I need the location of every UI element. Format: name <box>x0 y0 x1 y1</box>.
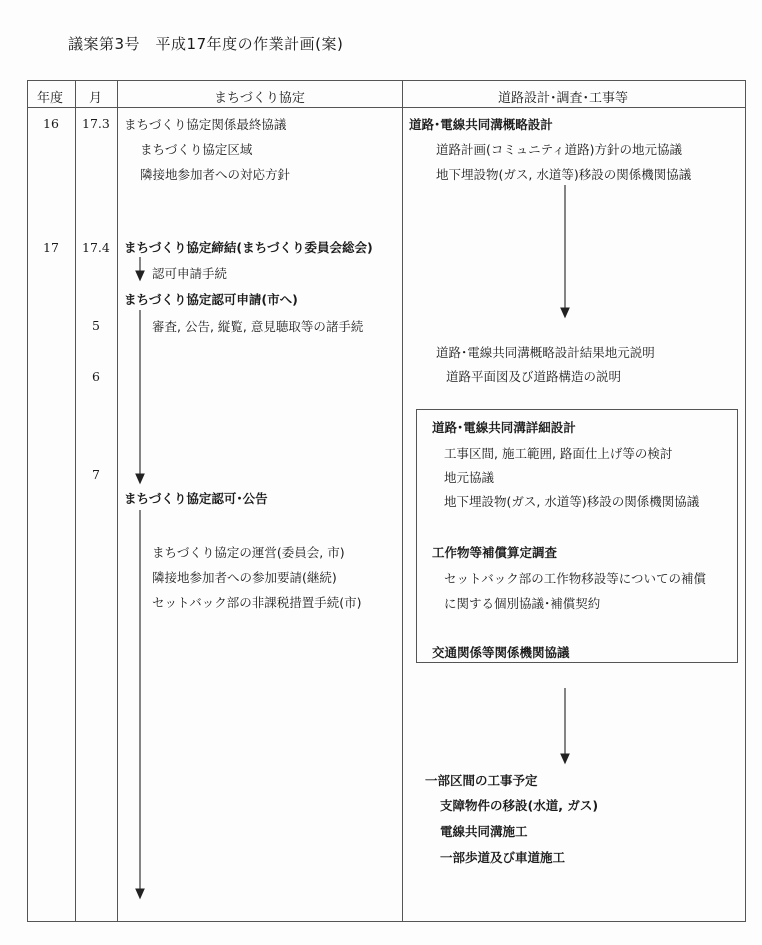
road-compensation-line2: に関する個別協議･補償契約 <box>444 596 601 611</box>
column-divider <box>117 80 118 922</box>
agreement-approval-application: まちづくり協定認可申請(市へ) <box>124 292 298 307</box>
road-compensation-survey: 工作物等補償算定調査 <box>432 545 558 560</box>
header-divider <box>27 107 746 108</box>
road-outline-design: 道路･電線共同溝概略設計 <box>409 117 553 132</box>
column-divider <box>402 80 403 922</box>
road-outline-explanation: 道路･電線共同溝概略設計結果地元説明 <box>436 345 655 360</box>
road-underground-consultation: 地下埋設物(ガス, 水道等)移設の関係機関協議 <box>436 167 692 182</box>
road-traffic-consultation: 交通関係等関係機関協議 <box>432 645 570 660</box>
agreement-setback-tax: セットバック部の非課税措置手続(市) <box>152 595 362 610</box>
month-17-4: 17.4 <box>82 240 110 255</box>
header-road: 道路設計･調査･工事等 <box>498 91 629 106</box>
road-local-consult-2: 地元協議 <box>444 470 495 485</box>
fiscal-year-17: 17 <box>43 240 59 255</box>
agreement-review-procedures: 審査, 公告, 縦覧, 意見聴取等の諸手続 <box>152 319 364 334</box>
agreement-operation: まちづくり協定の運営(委員会, 市) <box>152 545 345 560</box>
header-month: 月 <box>89 91 103 106</box>
agreement-approval-procedure: 認可申請手続 <box>152 266 228 281</box>
road-relocation: 支障物件の移設(水道, ガス) <box>440 798 599 813</box>
month-17-3: 17.3 <box>82 116 110 131</box>
agreement-neighbor-request: 隣接地参加者への参加要請(継続) <box>152 570 337 585</box>
agreement-approval-notice: まちづくり協定認可･公告 <box>124 491 268 506</box>
road-construction-study: 工事区間, 施工範囲, 路面仕上げ等の検討 <box>444 446 673 461</box>
fiscal-year-16: 16 <box>43 116 59 131</box>
month-6: 6 <box>92 369 100 384</box>
column-divider <box>75 80 76 922</box>
road-partial-construction: 一部区間の工事予定 <box>425 773 538 788</box>
road-plan-explanation: 道路平面図及び道路構造の説明 <box>446 369 622 384</box>
agreement-final-consultation: まちづくり協定関係最終協議 <box>124 117 287 132</box>
agreement-area: まちづくり協定区域 <box>140 142 253 157</box>
header-agreement: まちづくり協定 <box>214 91 305 106</box>
road-cable-duct: 電線共同溝施工 <box>440 824 528 839</box>
document-title: 議案第3号 平成17年度の作業計画(案) <box>68 35 344 53</box>
month-5: 5 <box>92 318 100 333</box>
road-compensation-line1: セットバック部の工作物移設等についての補償 <box>444 571 707 586</box>
agreement-conclusion: まちづくり協定締結(まちづくり委員会総会) <box>124 240 373 255</box>
month-7: 7 <box>92 467 100 482</box>
road-underground-consult-2: 地下埋設物(ガス, 水道等)移設の関係機関協議 <box>444 494 700 509</box>
road-sidewalk: 一部歩道及び車道施工 <box>440 850 566 865</box>
road-local-consultation: 道路計画(コミュニティ道路)方針の地元協議 <box>436 142 683 157</box>
header-fiscal-year: 年度 <box>37 91 64 106</box>
agreement-neighbor-policy: 隣接地参加者への対応方針 <box>140 167 291 182</box>
road-detail-design: 道路･電線共同溝詳細設計 <box>432 420 576 435</box>
